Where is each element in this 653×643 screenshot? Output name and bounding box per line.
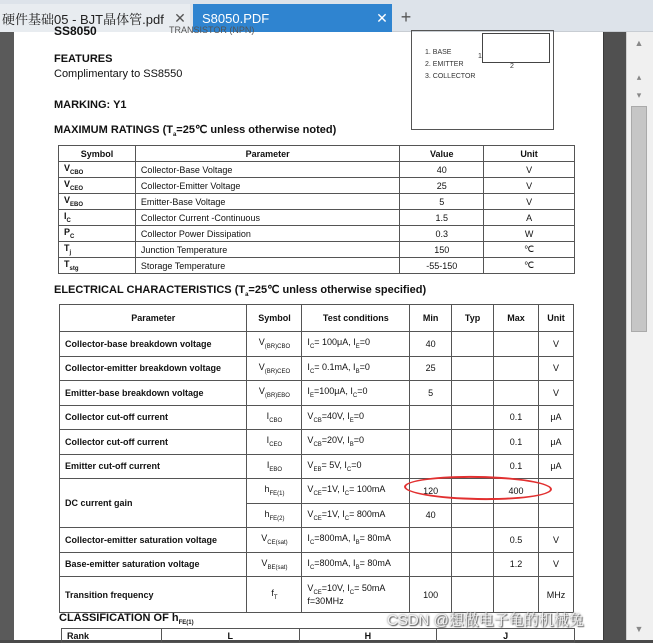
col-header: Unit [484,146,575,162]
col-header: Unit [538,305,573,332]
tab-bar [0,0,653,32]
table-row [59,178,575,194]
parameter-cell: Junction Temperature [135,242,399,258]
unit-cell: V [538,528,573,553]
parameter-cell: Collector-emitter breakdown voltage [60,356,247,381]
marking: MARKING: Y1 [54,99,127,111]
parameter-cell: Transition frequency [60,577,247,613]
unit-cell: μA [538,454,573,479]
conditions-cell: $I_C= 100\mu A$, $I_E=0$ [302,332,410,357]
value-cell: 1.5 [400,210,484,226]
unit-cell: ℃ [484,242,575,258]
parameter-cell: Emitter cut-off current [60,454,247,479]
typ-cell [452,552,494,577]
max-cell [494,332,539,357]
typ-cell [452,454,494,479]
symbol-cell: $T_j$ [59,242,136,258]
pdf-page [14,24,604,641]
value-cell: 0.3 [400,226,484,242]
col-header: Max [494,305,539,332]
page-up-arrow-icon[interactable]: ▴ [636,72,642,82]
value-cell: -55-150 [400,258,484,274]
parameter-cell: DC current gain [60,479,247,528]
symbol-cell: $V_{(BR)EBO}$ [247,381,302,406]
col-header: Value [400,146,484,162]
min-cell: 40 [410,503,452,528]
unit-cell: V [538,332,573,357]
col-header: Test conditions [302,305,410,332]
table-row [59,194,575,210]
table-row [59,226,575,242]
min-cell: 100 [410,577,452,613]
parameter-cell: Emitter-Base Voltage [135,194,399,210]
unit-cell: V [538,356,573,381]
page-down-arrow-icon[interactable]: ▾ [636,90,642,100]
min-cell: 5 [410,381,452,406]
close-icon[interactable]: ✕ [376,9,388,26]
min-cell [410,405,452,430]
max-cell: 0.1 [494,454,539,479]
symbol-cell: $V_{CE(sat)}$ [247,528,302,553]
conditions-cell: $V_{EB}= 5V$, $I_C=0$ [302,454,410,479]
table-row [59,258,575,274]
table-row [60,454,574,479]
scroll-up-arrow-icon[interactable]: ▲ [634,38,644,48]
parameter-cell: Collector-emitter saturation voltage [60,528,247,553]
table-row [59,162,575,178]
part-number-fragment: SS8050 [54,24,97,38]
conditions-cell: $V_{CE}=1V$, $I_C= 800mA$ [302,503,410,528]
symbol-cell: $V_{(BR)CEO}$ [247,356,302,381]
unit-cell: A [484,210,575,226]
value-cell: 25 [400,178,484,194]
max-cell [494,381,539,406]
scroll-down-arrow-icon[interactable]: ▼ [634,624,644,634]
typ-cell [452,430,494,455]
symbol-cell: $V_{EBO}$ [59,194,136,210]
parameter-cell: Collector cut-off current [60,430,247,455]
parameter-cell: Collector-base breakdown voltage [60,332,247,357]
left-gutter [0,32,14,640]
classification-title: CLASSIFICATION OF $h_{FE(1)}$ [59,612,194,627]
pin-label: 1. BASE [425,49,452,56]
max-cell [494,356,539,381]
unit-cell [538,503,573,528]
classification-table [61,628,575,643]
min-cell [410,552,452,577]
parameter-cell: Collector-Emitter Voltage [135,178,399,194]
parameter-cell: Collector Power Dissipation [135,226,399,242]
table-row [60,356,574,381]
conditions-cell: $V_{CE}=1V$, $I_C= 100mA$ [302,479,410,504]
watermark: CSDN @想做电子龟的机械兔 [387,612,584,629]
close-icon[interactable]: ✕ [174,9,186,26]
col-header: Min [410,305,452,332]
max-cell: 400 [494,479,539,504]
table-row [60,528,574,553]
col-header: Symbol [247,305,302,332]
table-row [59,242,575,258]
col-header: Typ [452,305,494,332]
min-cell [410,430,452,455]
unit-cell: V [484,194,575,210]
typ-cell [452,405,494,430]
symbol-cell: $h_{FE(2)}$ [247,503,302,528]
min-cell [410,528,452,553]
table-row [60,577,574,613]
pin-label: 3. COLLECTOR [425,73,476,80]
elec-title: ELECTRICAL CHARACTERISTICS ($T_a=25℃$ unless otherwise specified) [54,284,427,299]
unit-cell: V [538,381,573,406]
min-cell: 40 [410,332,452,357]
symbol-cell: $I_C$ [59,210,136,226]
parameter-cell: Storage Temperature [135,258,399,274]
parameter-cell: Collector-Base Voltage [135,162,399,178]
parameter-cell: Base-emitter saturation voltage [60,552,247,577]
unit-cell: MHz [538,577,573,613]
col-header: Parameter [135,146,399,162]
min-cell: 120 [410,479,452,504]
scrollbar-thumb[interactable] [631,106,647,332]
symbol-cell: $V_{BE(sat)}$ [247,552,302,577]
table-row [60,552,574,577]
max-ratings-title: MAXIMUM RATINGS ($T_a=25℃$ unless otherwise noted) [54,124,337,139]
table-row [60,332,574,357]
max-cell: 0.1 [494,430,539,455]
symbol-cell: $P_C$ [59,226,136,242]
value-cell: 150 [400,242,484,258]
table-row [59,210,575,226]
new-tab-button[interactable]: + [400,7,412,27]
table-row [60,430,574,455]
value-cell: 40 [400,162,484,178]
package-outline [482,33,550,63]
typ-cell [452,332,494,357]
max-cell [494,577,539,613]
parameter-cell: Emitter-base breakdown voltage [60,381,247,406]
typ-cell [452,528,494,553]
conditions-cell: $V_{CB}=40V$, $I_E=0$ [302,405,410,430]
typ-cell [452,503,494,528]
unit-cell: V [484,162,575,178]
max-ratings-table [58,145,575,274]
symbol-cell: $V_{(BR)CBO}$ [247,332,302,357]
electrical-table [59,304,574,613]
conditions-cell: $I_E=100\mu A$, $I_C=0$ [302,381,410,406]
symbol-cell: $I_{CBO}$ [247,405,302,430]
table-row [60,381,574,406]
typ-cell [452,577,494,613]
symbol-cell: $f_T$ [247,577,302,613]
pin-number: 1 [478,53,482,60]
rank-l: L [161,629,299,643]
features-title: FEATURES [54,53,113,65]
unit-cell: V [538,552,573,577]
pin-label: 2. EMITTER [425,61,464,68]
min-cell: 25 [410,356,452,381]
unit-cell: V [484,178,575,194]
symbol-cell: $V_{CEO}$ [59,178,136,194]
max-cell: 0.5 [494,528,539,553]
symbol-cell: $V_{CBO}$ [59,162,136,178]
conditions-cell: $I_C=800mA$, $I_B= 80mA$ [302,552,410,577]
symbol-cell: $I_{CEO}$ [247,430,302,455]
max-cell: 1.2 [494,552,539,577]
max-cell [494,503,539,528]
col-header: Symbol [59,146,136,162]
unit-cell: ℃ [484,258,575,274]
conditions-cell: $V_{CE}=10V$, $I_C= 50mA$ f=30MHz [302,577,410,613]
features-text: Complimentary to SS8550 [54,68,183,80]
typ-cell [452,381,494,406]
pin-number: 2 [510,63,514,70]
vertical-scrollbar[interactable] [626,32,653,640]
part-type-fragment: TRANSISTOR (NPN) [169,25,255,35]
symbol-cell: $T_{stg}$ [59,258,136,274]
unit-cell: μA [538,405,573,430]
tab-label: S8050.PDF [202,10,270,26]
symbol-cell: $h_{FE(1)}$ [247,479,302,504]
parameter-cell: Collector cut-off current [60,405,247,430]
col-header: Parameter [60,305,247,332]
typ-cell [452,356,494,381]
conditions-cell: $V_{CB}=20V$, $I_B=0$ [302,430,410,455]
unit-cell: W [484,226,575,242]
rank-j: J [437,629,575,643]
unit-cell: μA [538,430,573,455]
conditions-cell: $I_C=800mA$, $I_B= 80mA$ [302,528,410,553]
max-cell: 0.1 [494,405,539,430]
value-cell: 5 [400,194,484,210]
package-diagram [411,30,554,130]
symbol-cell: $I_{EBO}$ [247,454,302,479]
parameter-cell: Collector Current -Continuous [135,210,399,226]
conditions-cell: $I_C= 0.1mA$, $I_B=0$ [302,356,410,381]
rank-h: H [299,629,437,643]
pdf-viewer [0,24,653,641]
min-cell [410,454,452,479]
table-row [60,405,574,430]
rank-header: Rank [62,629,162,643]
tab-label: 硬件基础05 - BJT晶体管.pdf [2,11,164,27]
